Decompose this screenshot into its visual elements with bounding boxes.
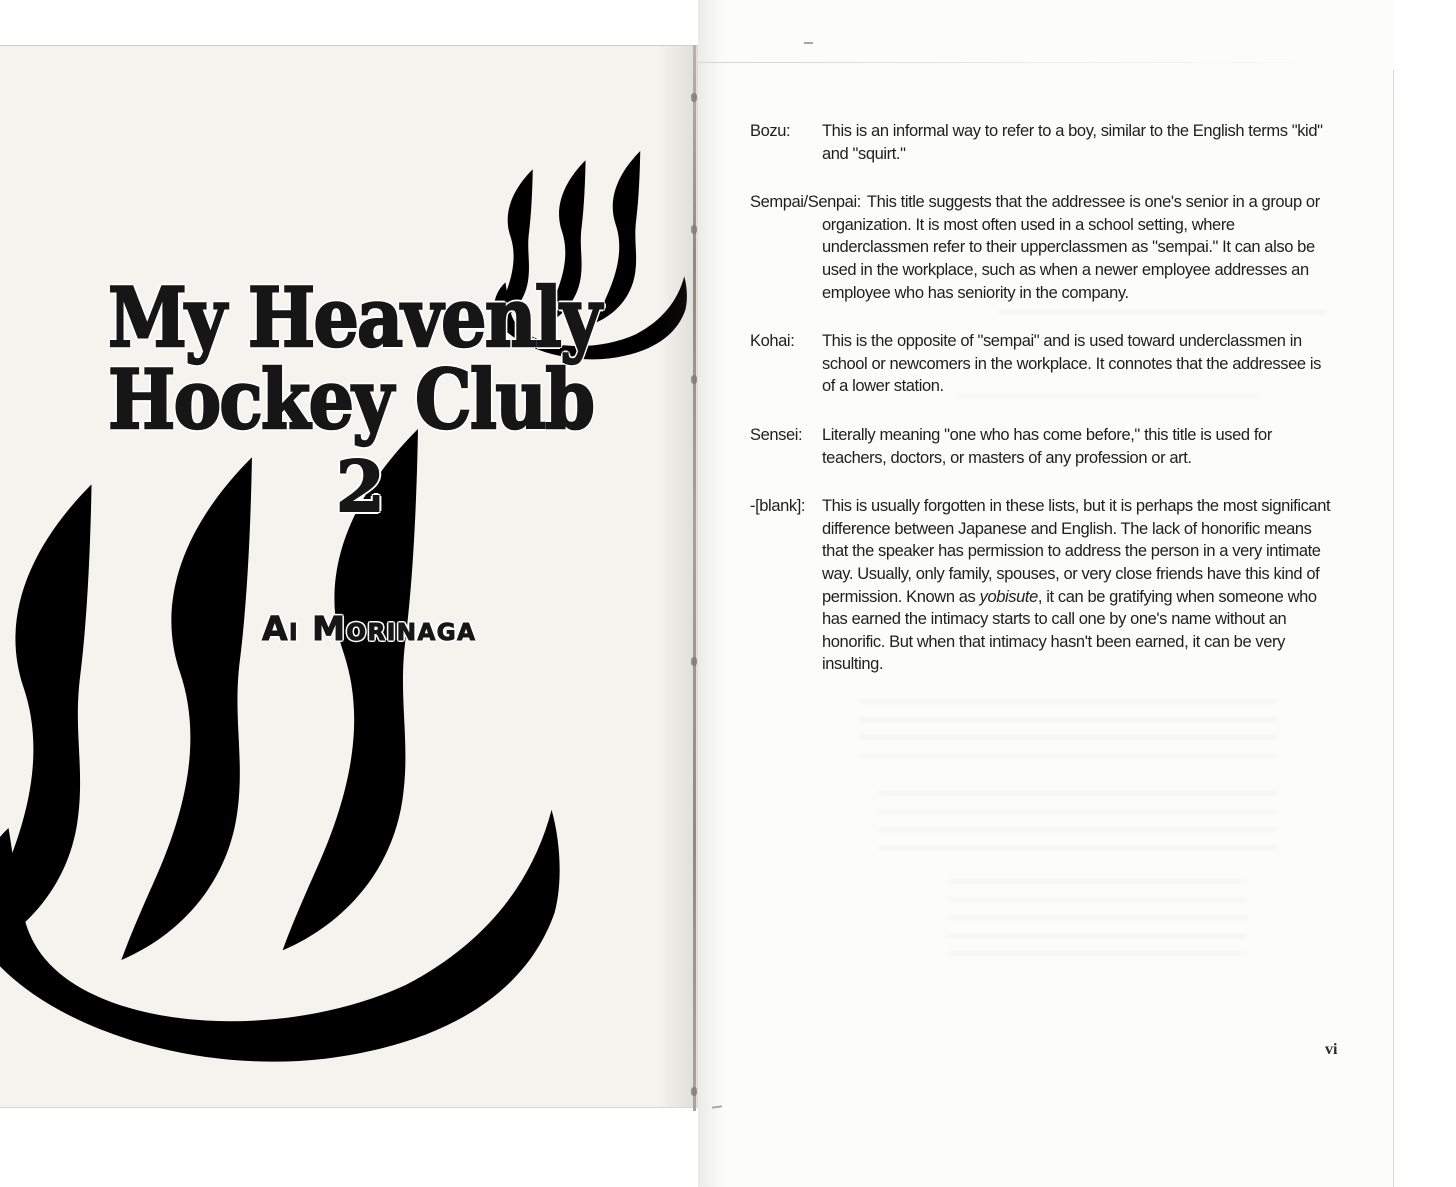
- author-name: Ai Morinaga: [262, 609, 477, 648]
- page-right-edge: [1393, 70, 1394, 1187]
- left-page: [0, 45, 698, 1108]
- glossary-entry: [750, 191, 1335, 304]
- glossary-entry: [750, 120, 1335, 165]
- page-number: vi: [1325, 1041, 1338, 1058]
- scan-speck: [691, 375, 697, 384]
- scan-speck: [691, 657, 697, 666]
- volume-number: 2: [336, 445, 385, 528]
- showthrough-artifact: [948, 880, 1248, 962]
- glossary-desc-segment: This title suggests that the addressee is one's senior in a group or organization. It is most often used in a school setting, where underclassmen refer to their upperclassmen as "sempai." It can also be used in the workplace, such as when a newer employee addresses an employee who has seniority in the company.: [822, 193, 1320, 302]
- glossary-desc-segment: Literally meaning "one who has come before," this title is used for teachers, doctors, or masters of any profession or art.: [822, 425, 1272, 467]
- page-gutter-edge: [693, 45, 696, 1111]
- book-title: [108, 271, 600, 448]
- showthrough-artifact: [878, 792, 1278, 862]
- glossary-term: Bozu:: [750, 122, 791, 140]
- glossary-entry: [750, 495, 1335, 676]
- glossary-entry: [750, 330, 1335, 398]
- glossary-term: Sempai/Senpai:: [750, 193, 861, 212]
- right-page: [698, 0, 1394, 1187]
- glossary-term: -[blank]:: [750, 497, 806, 516]
- glossary-desc-segment: This is the opposite of "sempai" and is used toward underclassmen in school or newcomers in the workplace. It connotes that the addressee is of a lower station.: [822, 332, 1321, 396]
- book-title-line2: Hockey Club: [108, 353, 594, 448]
- glossary-desc-segment: This is an informal way to refer to a boy, similar to the English terms "kid" and "squirt.": [822, 122, 1323, 163]
- glossary-desc-segment: This is usually forgotten in these lists, but it is perhaps the most significant difference between Japanese and English. The lack of honorific means that the speaker has permission to address the person in a very intimate way. Usually, only family, spouses, or very close friends have this kind of permission. Known as: [822, 497, 1331, 606]
- glossary-term: Kohai:: [750, 332, 795, 351]
- gutter-shadow: [698, 0, 724, 1187]
- scan-artifact-dash: [804, 42, 813, 44]
- glossary-list: [750, 120, 1335, 702]
- glossary-entry: [750, 424, 1335, 469]
- glossary-term: Sensei:: [750, 425, 803, 444]
- page-top-edge: [698, 62, 1338, 63]
- showthrough-artifact: [858, 700, 1278, 762]
- scan-speck: [691, 225, 697, 234]
- scan-speck: [691, 1087, 697, 1096]
- glossary-desc-segment: , it can be gratifying when someone who has earned the intimacy starts to call one by one's name without an honorific. But when that intimacy hasn't been earned, it can be very insulting.: [822, 587, 1317, 674]
- glossary-desc-segment: yobisute: [979, 587, 1038, 606]
- hot-spring-icon-large: [0, 429, 587, 1094]
- scan-speck: [691, 93, 697, 102]
- book-title-line1: My Heavenly: [108, 271, 600, 366]
